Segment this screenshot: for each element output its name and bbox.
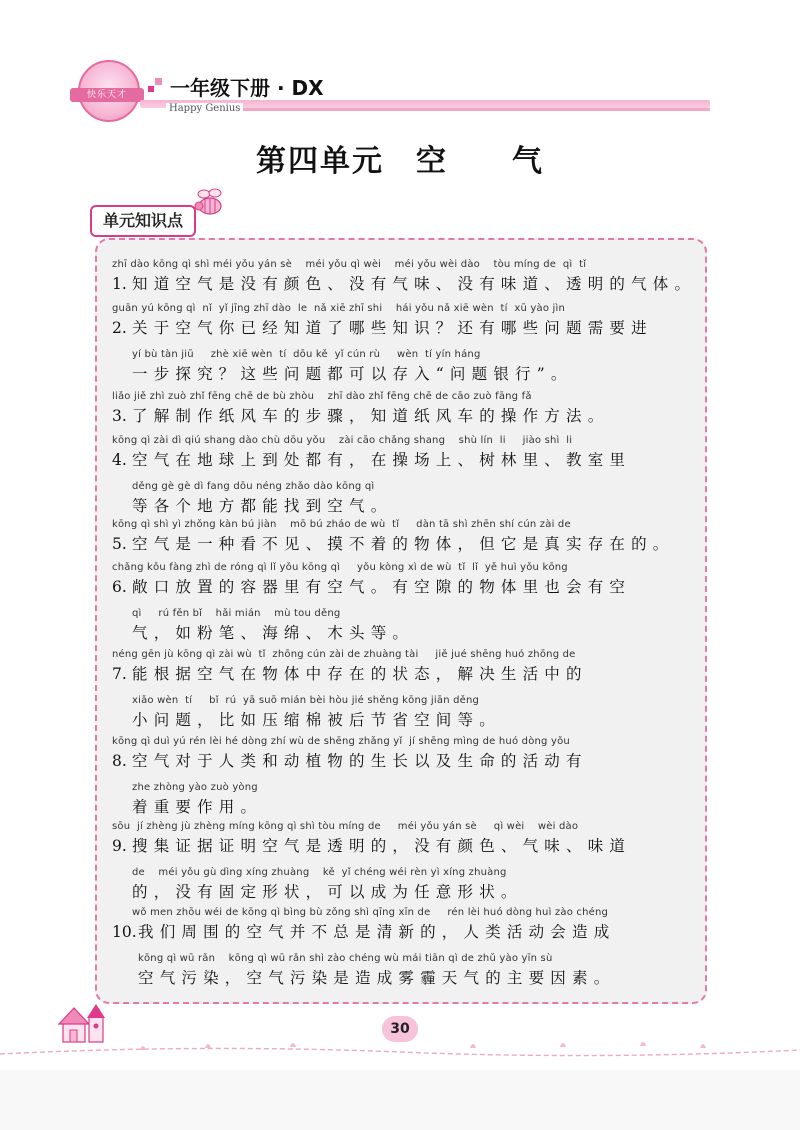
item-number: 5.	[112, 535, 127, 553]
pinyin-line: kōng qì wū rǎn kōng qì wū rǎn shì zào chéng wù mái tiān qì de zhǔ yào yīn sù	[138, 953, 553, 964]
item-text: 敞口放置的容器里有空气。有空隙的物体里也会有空	[132, 578, 632, 596]
bottom-band	[0, 1070, 800, 1130]
pinyin-line: kōng qì duì yú rén lèi hé dòng zhí wù de shēng zhǎng yǐ jí shēng mìng de huó dòng yǒu	[112, 736, 570, 747]
pinyin-line: sōu jí zhèng jù zhèng míng kōng qì shì tòu míng de méi yǒu yán sè qì wèi wèi dào	[112, 821, 579, 832]
item-text: 等各个地方都能找到空气。	[132, 497, 393, 515]
item-number: 10.	[112, 923, 137, 941]
pinyin-line: liǎo jiě zhì zuò zhǐ fēng chē de bù zhòu zhī dào zhǐ fēng chē de cāo zuò fāng fǎ	[112, 391, 532, 402]
item-text: 空气对于人类和动植物的生长以及生命的活动有	[132, 752, 588, 770]
text-line	[112, 272, 697, 296]
text-line	[112, 448, 692, 472]
brand-name: Happy Genius	[166, 103, 243, 114]
knowledge-item	[112, 518, 692, 556]
pinyin-line: xiǎo wèn tí bǐ rú yā suō mián bèi hòu jié shěng kōng jiān děng	[132, 695, 480, 706]
text-line	[112, 920, 692, 944]
knowledge-item	[112, 390, 692, 428]
page-title: 第四单元 空 气	[256, 144, 544, 179]
item-number: 3.	[112, 407, 127, 425]
pinyin-line: qì rú fěn bǐ hǎi mián mù tou děng	[132, 608, 341, 619]
item-number: 7.	[112, 665, 127, 683]
pinyin-line: de méi yǒu gù dìng xíng zhuàng kě yǐ chéng wéi rèn yì xíng zhuàng	[132, 867, 507, 878]
header-divider-thin	[230, 108, 710, 111]
item-text: 气，如粉笔、海绵、木头等。	[132, 624, 415, 642]
section-tag: 单元知识点	[90, 205, 196, 237]
item-text: 小问题，比如压缩棉被后节省空间等。	[132, 711, 501, 729]
item-number: 1.	[112, 275, 127, 293]
pinyin-line: guān yú kōng qì nǐ yǐ jīng zhī dào le nǎ xiē zhī shi hái yǒu nǎ xiē wèn tí xū yào jìn	[112, 303, 566, 314]
pinyin-line: chǎng kǒu fàng zhì de róng qì lǐ yǒu kōng qì yǒu kòng xì de wù tǐ lǐ yě huì yǒu kōng	[112, 562, 568, 573]
item-text: 空气在地球上到处都有，在操场上、树林里、教室里	[132, 451, 632, 469]
text-line	[112, 316, 692, 340]
knowledge-item	[112, 735, 692, 819]
item-number: 9.	[112, 837, 127, 855]
item-text: 我们周围的空气并不总是清新的，人类活动会造成	[138, 923, 616, 941]
decor-squares-icon	[148, 78, 162, 92]
page-header	[0, 0, 800, 130]
knowledge-item	[112, 561, 692, 645]
pinyin-line: kōng qì zài dì qiú shang dào chù dōu yǒu zài cāo chǎng shang shù lín li jiào shì li	[112, 435, 573, 446]
knowledge-item	[112, 820, 692, 904]
knowledge-item	[112, 648, 692, 732]
item-text: 空气是一种看不见、摸不着的物体，但它是真实存在的。	[132, 535, 675, 553]
pinyin-line: wǒ men zhōu wéi de kōng qì bìng bù zǒng shì qīng xīn de rén lèi huó dòng huì zào chéng	[132, 907, 609, 918]
text-line	[112, 662, 692, 686]
item-text: 搜集证据证明空气是透明的，没有颜色、气味、味道	[132, 837, 632, 855]
text-line	[112, 834, 692, 858]
grass-decoration	[0, 1040, 800, 1070]
item-text: 空气污染，空气污染是造成雾霾天气的主要因素。	[138, 969, 616, 987]
grade-label: 一年级下册 · DX	[170, 76, 324, 100]
text-line	[112, 749, 692, 773]
item-text: 的，没有固定形状，可以成为任意形状。	[132, 883, 523, 901]
item-text: 能根据空气在物体中存在的状态，解决生活中的	[132, 665, 588, 683]
text-line	[112, 532, 692, 556]
item-number: 4.	[112, 451, 127, 469]
item-number: 2.	[112, 319, 127, 337]
item-number: 8.	[112, 752, 127, 770]
knowledge-item	[112, 434, 692, 518]
knowledge-item	[112, 302, 692, 386]
pinyin-line: zhī dào kōng qì shì méi yǒu yán sè méi yǒu qì wèi méi yǒu wèi dào tòu míng de qì tǐ	[112, 259, 587, 270]
brand-logo-text: 快乐天才	[70, 88, 144, 102]
pinyin-line: néng gēn jù kōng qì zài wù tǐ zhōng cún zài de zhuàng tài jiě jué shēng huó zhōng de	[112, 649, 576, 660]
item-text: 一步探究？这些问题都可以存入“问题银行”。	[132, 365, 573, 383]
text-line	[112, 404, 692, 428]
item-text: 了解制作纸风车的步骤，知道纸风车的操作方法。	[132, 407, 610, 425]
pinyin-line: kōng qì shì yì zhǒng kàn bú jiàn mō bú zháo de wù tǐ dàn tā shì zhēn shí cún zài de	[112, 519, 571, 530]
item-text: 知道空气是没有颜色、没有气味、没有味道、透明的气体。	[132, 275, 697, 293]
text-line	[112, 575, 692, 599]
item-text: 着重要作用。	[132, 798, 263, 816]
item-number: 6.	[112, 578, 127, 596]
item-text: 关于空气你已经知道了哪些知识？还有哪些问题需要进	[132, 319, 653, 337]
page-number: 30	[382, 1016, 418, 1042]
pinyin-line: zhe zhòng yào zuò yòng	[132, 782, 258, 793]
knowledge-item	[112, 258, 697, 296]
knowledge-item	[112, 906, 692, 990]
pinyin-line: děng gè gè dì fang dōu néng zhǎo dào kōng qì	[132, 481, 375, 492]
pinyin-line: yí bù tàn jiū zhè xiē wèn tí dōu kě yǐ cún rù wèn tí yín háng	[132, 349, 481, 360]
